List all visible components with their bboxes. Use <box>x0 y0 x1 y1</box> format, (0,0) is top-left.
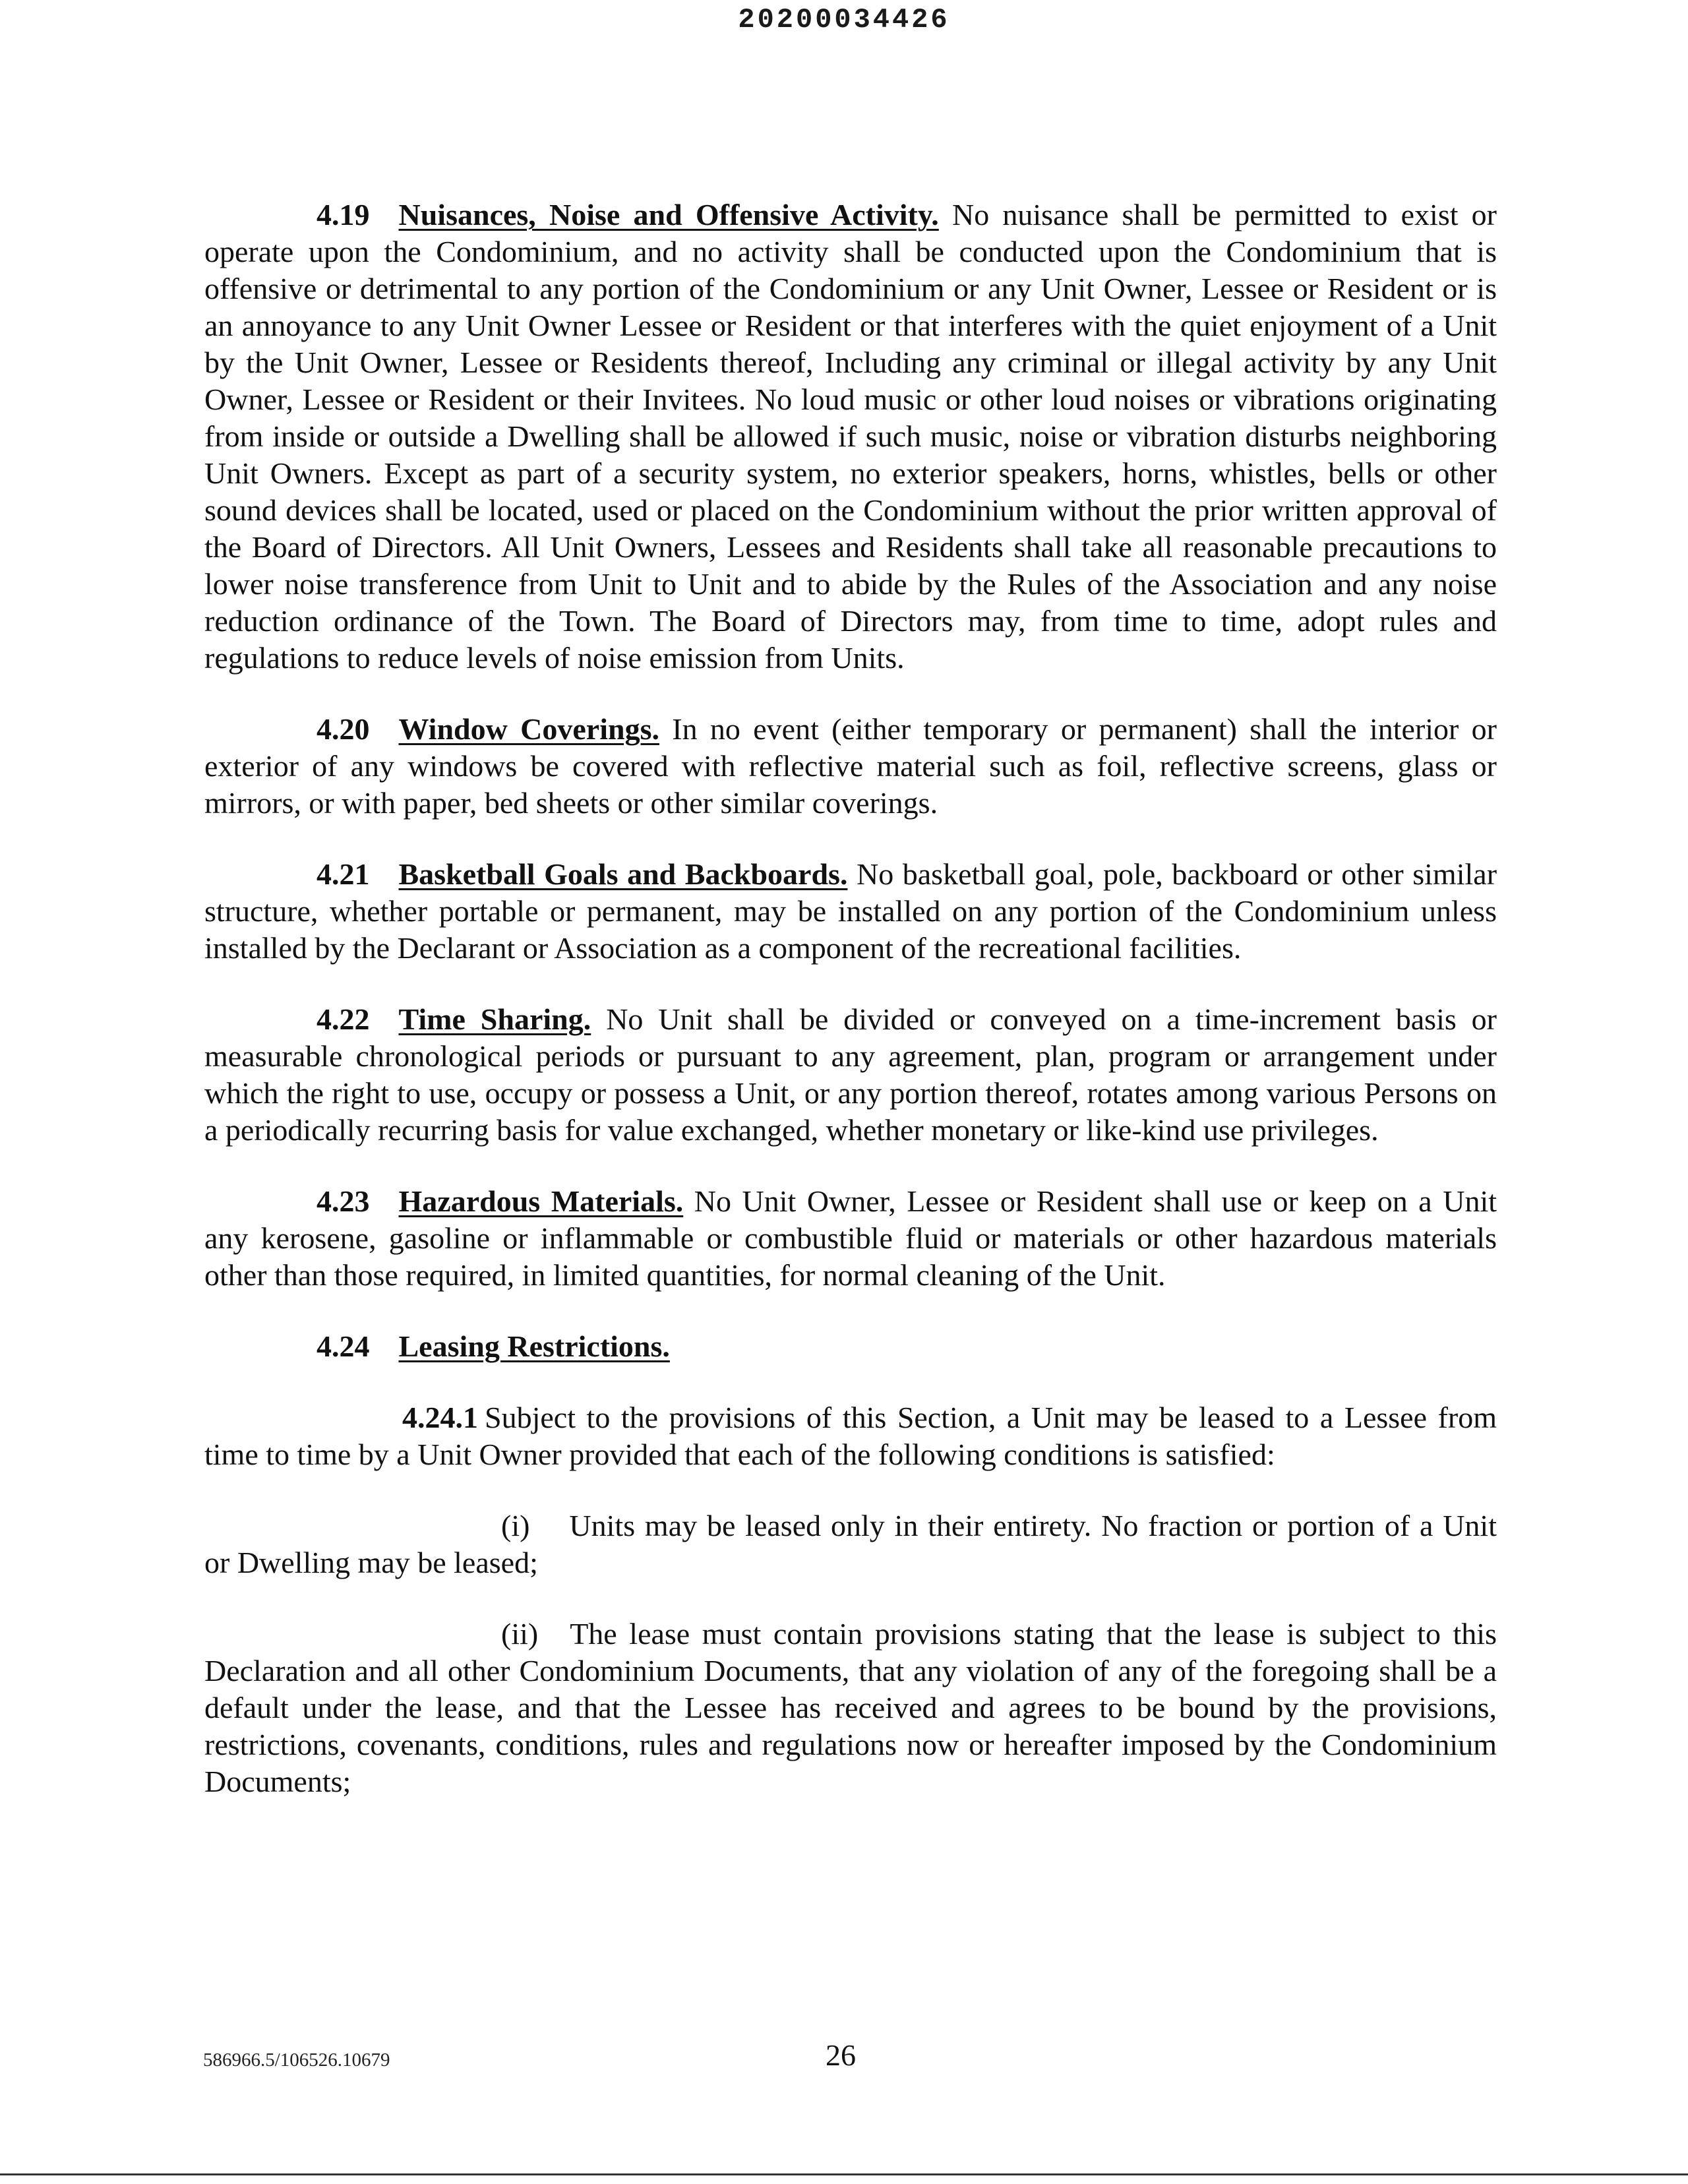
subsection-text: Subject to the provisions of this Section, a Unit may be leased to a Lessee from time to time by a Unit Owner provided that each of the following conditions is satisfied: <box>204 1401 1497 1471</box>
section-text: No Unit shall be divided or conveyed on a time-increment basis or measurable chronological periods or pursuant to any agreement, plan, program or arrangement under which the right to use, occupy or possess a Unit, or any portion thereof, rotates among various Persons on a periodically recurring basis for value exchanged, whether monetary or like-kind use privileges. <box>204 1002 1497 1147</box>
section-number: 4.22 <box>316 1002 370 1036</box>
section-heading: Leasing Restrictions. <box>398 1329 670 1363</box>
section-number: 4.20 <box>316 712 370 746</box>
section-text: No nuisance shall be permitted to exist or operate upon the Condominium, and no activity shall be conducted upon the Condominium that is offensive or detrimental to any portion of the Condominium or any Unit Owner, Lessee or Resident or is an annoyance to any Unit Owner Lessee or Resident or that interferes with the quiet enjoyment of a Unit by the Unit Owner, Lessee or Residents thereof, Including any criminal or illegal activity by any Unit Owner, Lessee or Resident or their Invitees. No loud music or other loud noises or vibrations originating from inside or outside a Dwelling shall be allowed if such music, noise or vibration disturbs neighboring Unit Owners. Except as part of a security system, no exterior speakers, horns, whistles, bells or other sound devices shall be located, used or placed on the Condominium without the prior written approval of the Board of Directors. All Unit Owners, Lessees and Residents shall take all reasonable precautions to lower noise transference from Unit to Unit and to abide by the Rules of the Association and any noise reduction ordinance of the Town. The Board of Directors may, from time to time, adopt rules and regulations to reduce levels of noise emission from Units. <box>204 198 1497 675</box>
page-number: 26 <box>826 2038 856 2072</box>
section-4-20 <box>204 711 1497 822</box>
subsection-4-24-1 <box>204 1399 1497 1473</box>
section-heading: Hazardous Materials. <box>398 1184 684 1218</box>
document-body <box>204 197 1497 1835</box>
section-number: 4.21 <box>316 857 370 891</box>
subsection-number: 4.24.1 <box>402 1401 478 1434</box>
section-text: No basketball goal, pole, backboard or other similar structure, whether portable or permanent, may be installed on any portion of the Condominium unless installed by the Declarant or Association as a component of the recreational facilities. <box>204 857 1497 965</box>
section-4-19 <box>204 197 1497 677</box>
document-number: 20200034426 <box>738 4 950 36</box>
footer-document-id: 586966.5/106526.10679 <box>203 2049 390 2071</box>
clause-ii <box>204 1616 1497 1800</box>
section-heading: Basketball Goals and Backboards. <box>398 857 848 891</box>
section-4-24 <box>204 1328 1497 1365</box>
section-4-21 <box>204 856 1497 967</box>
clause-i <box>204 1507 1497 1581</box>
clause-text: The lease must contain provisions stating that the lease is subject to this Declaration and all other Condominium Documents, that any violation of any of the foregoing shall be a default under the lease, and that the Lessee has received and agrees to be bound by the provisions, restrictions, covenants, conditions, rules and regulations now or hereafter imposed by the Condominium Documents; <box>204 1617 1497 1798</box>
section-number: 4.19 <box>316 198 370 231</box>
section-number: 4.24 <box>316 1329 370 1363</box>
section-heading: Window Coverings. <box>398 712 659 746</box>
section-4-22 <box>204 1001 1497 1149</box>
clause-marker: (i) <box>501 1509 530 1542</box>
section-heading: Time Sharing. <box>398 1002 591 1036</box>
clause-marker: (ii) <box>501 1617 539 1651</box>
section-number: 4.23 <box>316 1184 370 1218</box>
section-text: No Unit Owner, Lessee or Resident shall use or keep on a Unit any kerosene, gasoline or inflammable or combustible fluid or materials or other hazardous materials other than those required, in limited quantities, for normal cleaning of the Unit. <box>204 1184 1497 1292</box>
section-heading: Nuisances, Noise and Offensive Activity. <box>398 198 939 231</box>
bottom-border-line <box>0 2173 1688 2175</box>
section-text: In no event (either temporary or permanent) shall the interior or exterior of any windows be covered with reflective material such as foil, reflective screens, glass or mirrors, or with paper, bed sheets or other similar coverings. <box>204 712 1497 820</box>
section-4-23 <box>204 1183 1497 1294</box>
clause-text: Units may be leased only in their entirety. No fraction or portion of a Unit or Dwelling may be leased; <box>204 1509 1497 1579</box>
